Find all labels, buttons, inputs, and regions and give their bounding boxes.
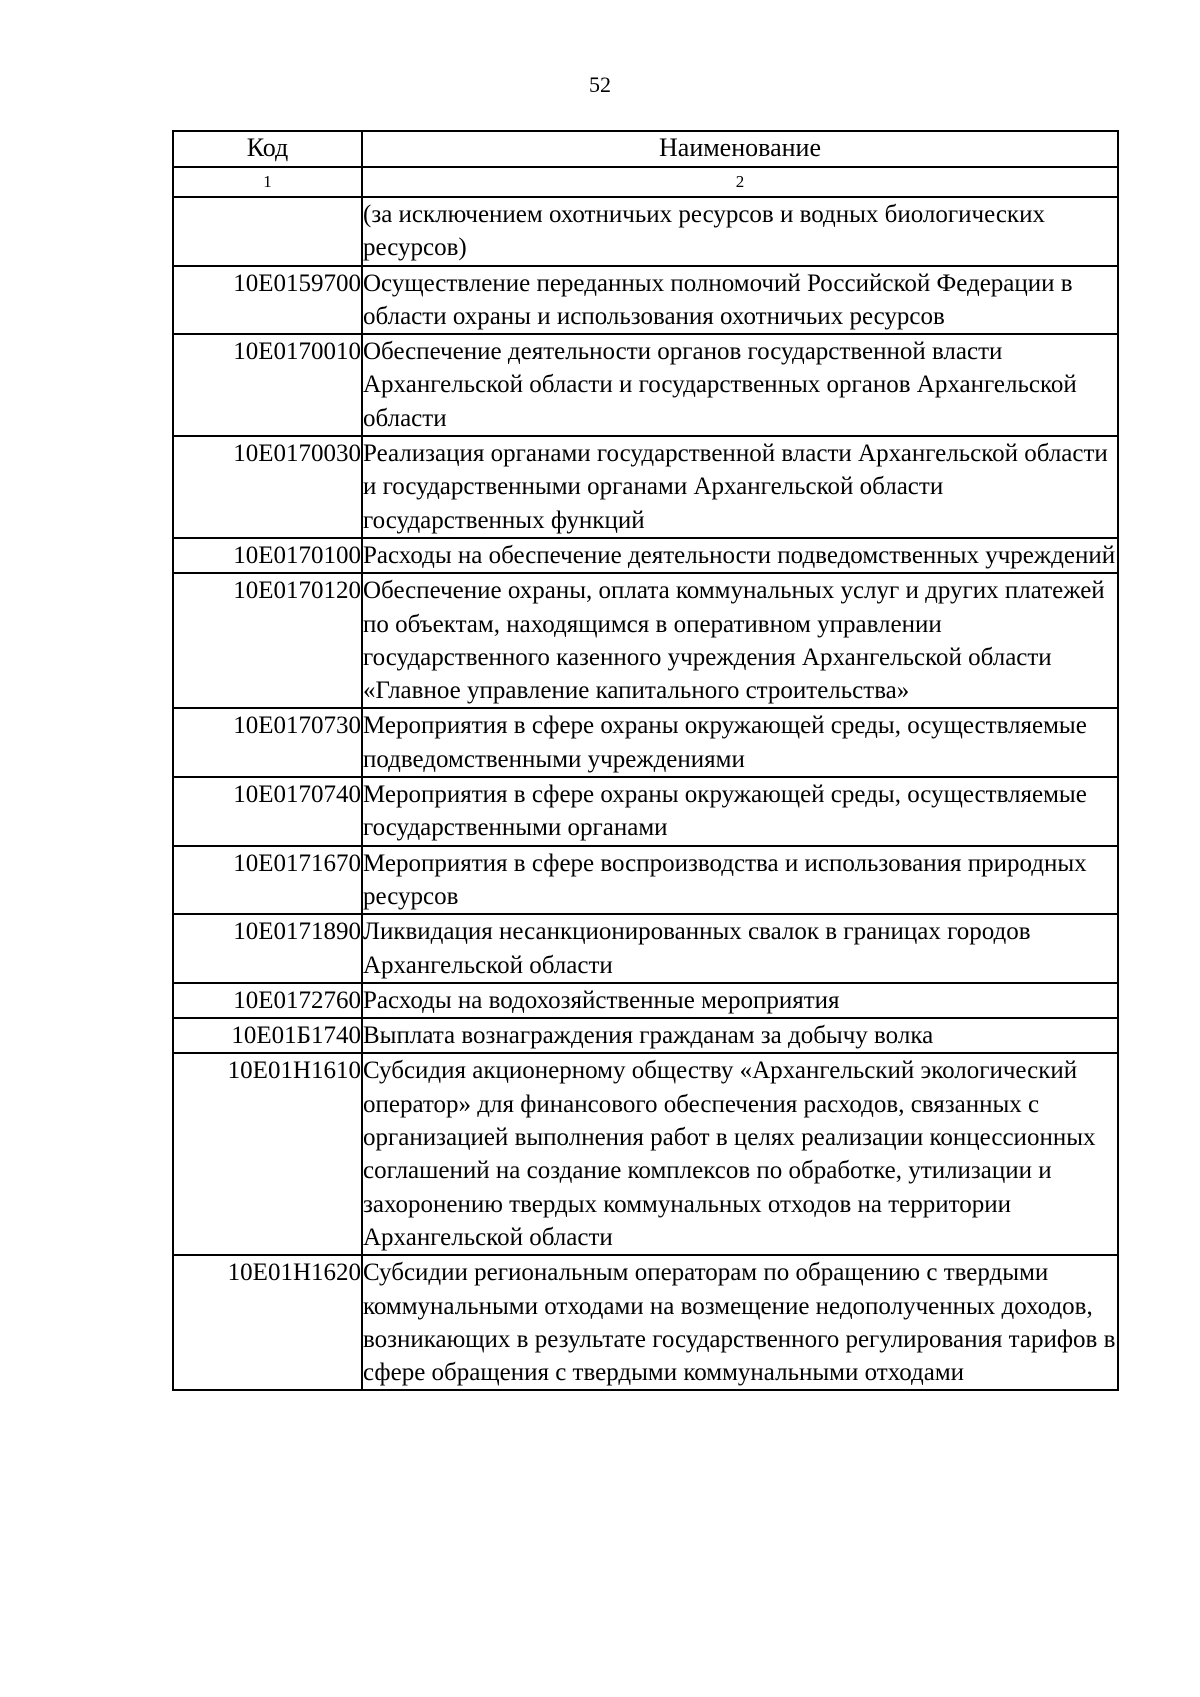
row-code bbox=[173, 197, 362, 266]
row-name: Обеспечение деятельности органов государственной власти Архангельской области и государственных органов Архангельской области bbox=[362, 334, 1118, 436]
row-name: Субсидии региональным операторам по обращению с твердыми коммунальными отходами на возмещение недополученных доходов, возникающих в результате государственного регулирования тарифов в сфере обращения с твердыми коммунальными отходами bbox=[362, 1255, 1118, 1390]
row-name: Субсидия акционерному обществу «Архангельский экологический оператор» для финансового обеспечения расходов, связанных с организацией выполнения работ в целях реализации концессионных соглашений на создание комплексов по обработке, утилизации и захоронению твердых коммунальных отходов на территории Архангельской области bbox=[362, 1053, 1118, 1255]
column-number-code: 1 bbox=[173, 167, 362, 197]
row-name: Выплата вознаграждения гражданам за добычу волка bbox=[362, 1018, 1118, 1053]
budget-code-table bbox=[172, 130, 1119, 1391]
table-row bbox=[173, 777, 1118, 846]
table-row bbox=[173, 846, 1118, 915]
header-name: Наименование bbox=[362, 131, 1118, 167]
table-row bbox=[173, 573, 1118, 708]
row-code: 10Е0170100 bbox=[173, 538, 362, 573]
row-name: Мероприятия в сфере охраны окружающей среды, осуществляемые подведомственными учреждениями bbox=[362, 708, 1118, 777]
header-code: Код bbox=[173, 131, 362, 167]
row-code: 10Е0172760 bbox=[173, 983, 362, 1018]
table-row bbox=[173, 334, 1118, 436]
row-name: Осуществление переданных полномочий Российской Федерации в области охраны и использования охотничьих ресурсов bbox=[362, 266, 1118, 335]
column-number-row bbox=[173, 167, 1118, 197]
row-name: (за исключением охотничьих ресурсов и водных биологических ресурсов) bbox=[362, 197, 1118, 266]
row-code: 10Е01Н1610 bbox=[173, 1053, 362, 1255]
page-number: 52 bbox=[589, 72, 611, 97]
row-code: 10Е0170010 bbox=[173, 334, 362, 436]
row-code: 10Е01Б1740 bbox=[173, 1018, 362, 1053]
table-row bbox=[173, 538, 1118, 573]
row-code: 10Е0171670 bbox=[173, 846, 362, 915]
table-row bbox=[173, 1018, 1118, 1053]
table-row bbox=[173, 197, 1118, 266]
row-code: 10Е0171890 bbox=[173, 914, 362, 983]
row-code: 10Е0170120 bbox=[173, 573, 362, 708]
row-code: 10Е0159700 bbox=[173, 266, 362, 335]
row-code: 10Е0170030 bbox=[173, 436, 362, 538]
row-code: 10Е01Н1620 bbox=[173, 1255, 362, 1390]
row-name: Ликвидация несанкционированных свалок в границах городов Архангельской области bbox=[362, 914, 1118, 983]
header-row bbox=[173, 131, 1118, 167]
row-name: Мероприятия в сфере охраны окружающей среды, осуществляемые государственными органами bbox=[362, 777, 1118, 846]
table-row bbox=[173, 983, 1118, 1018]
table-row bbox=[173, 914, 1118, 983]
table-row bbox=[173, 266, 1118, 335]
column-number-name: 2 bbox=[362, 167, 1118, 197]
row-code: 10Е0170730 bbox=[173, 708, 362, 777]
table-row bbox=[173, 708, 1118, 777]
row-name: Реализация органами государственной власти Архангельской области и государственными органами Архангельской области государственных функций bbox=[362, 436, 1118, 538]
row-name: Обеспечение охраны, оплата коммунальных услуг и других платежей по объектам, находящимся в оперативном управлении государственного казенного учреждения Архангельской области «Главное управление капитального строительства» bbox=[362, 573, 1118, 708]
table-row bbox=[173, 1255, 1118, 1390]
table-row bbox=[173, 1053, 1118, 1255]
row-name: Расходы на водохозяйственные мероприятия bbox=[362, 983, 1118, 1018]
row-name: Мероприятия в сфере воспроизводства и использования природных ресурсов bbox=[362, 846, 1118, 915]
row-code: 10Е0170740 bbox=[173, 777, 362, 846]
row-name: Расходы на обеспечение деятельности подведомственных учреждений bbox=[362, 538, 1118, 573]
table-row bbox=[173, 436, 1118, 538]
